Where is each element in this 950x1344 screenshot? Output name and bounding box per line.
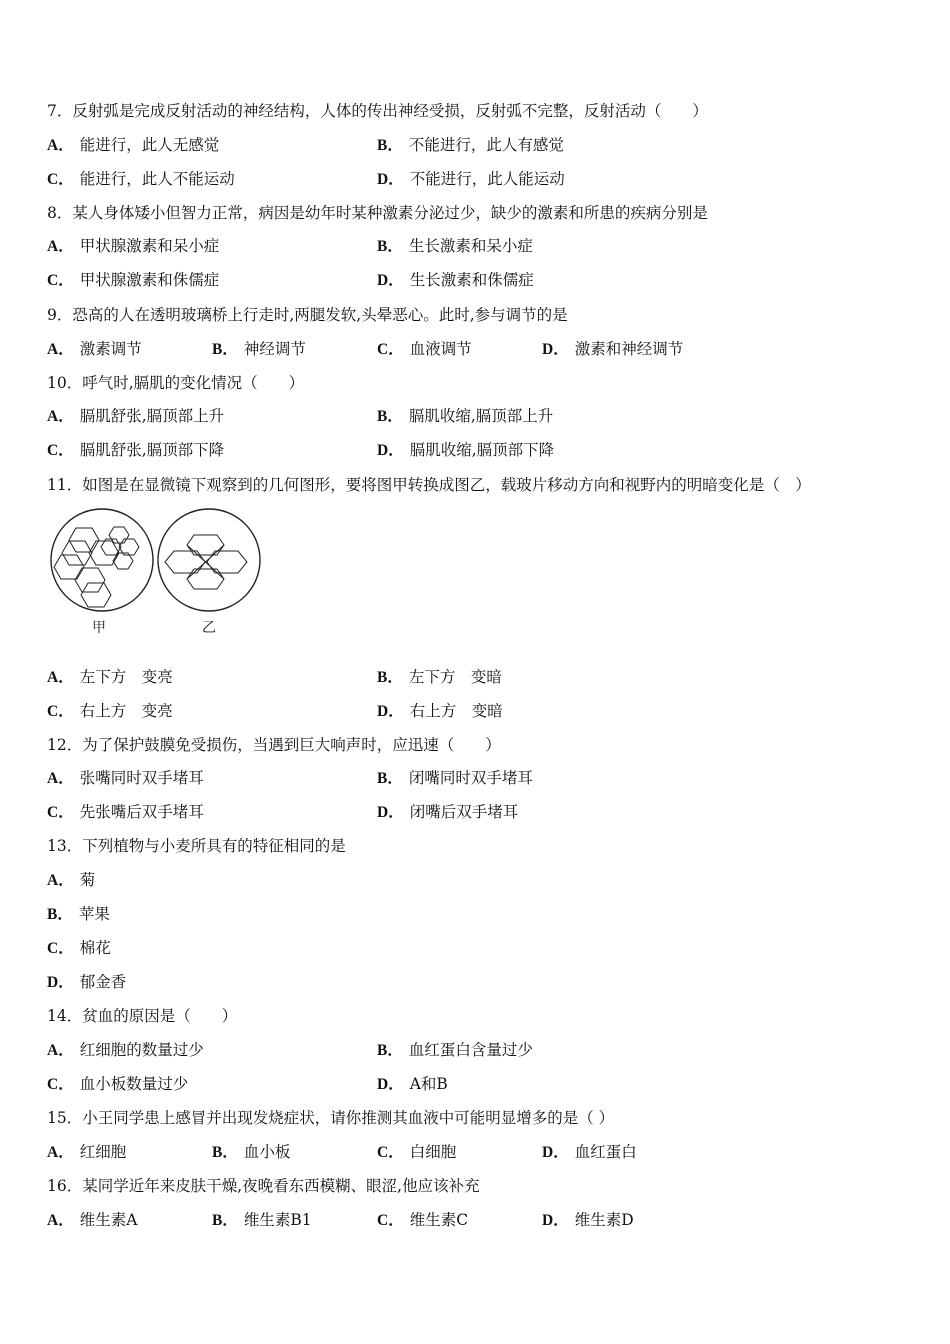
question-16-option-a: A． 维生素A — [47, 1211, 138, 1229]
question-16-option-d: D． 维生素D — [542, 1211, 634, 1229]
question-15-option-c: C． 白细胞 — [377, 1143, 457, 1161]
question-7-option-c: C． 能进行，此人不能运动 — [47, 170, 235, 188]
question-9-stem: 9．恐高的人在透明玻璃桥上行走时,两腿发软,头晕恶心。此时,参与调节的是 — [47, 306, 568, 324]
question-8-option-a: A． 甲状腺激素和呆小症 — [47, 237, 220, 255]
question-14-option-a: A． 红细胞的数量过少 — [47, 1041, 204, 1059]
question-8-option-c: C． 甲状腺激素和侏儒症 — [47, 271, 220, 289]
question-10-option-a: A． 膈肌舒张,膈顶部上升 — [47, 407, 225, 425]
question-11-option-a: A． 左下方 变亮 — [47, 668, 173, 686]
figure-label-jia: 甲 — [92, 620, 106, 636]
question-7-option-b: B． 不能进行，此人有感觉 — [377, 136, 564, 154]
hexagon-cluster-left — [54, 527, 139, 607]
question-8-stem: 8．某人身体矮小但智力正常，病因是幼年时某种激素分泌过少，缺少的激素和所患的疾病分别是 — [47, 204, 708, 222]
question-14-option-b: B． 血红蛋白含量过少 — [377, 1041, 533, 1059]
question-7-stem: 7．反射弧是完成反射活动的神经结构，人体的传出神经受损，反射弧不完整，反射活动（ ） — [47, 102, 708, 120]
question-16-stem: 16．某同学近年来皮肤干燥,夜晚看东西模糊、眼涩,他应该补充 — [47, 1177, 480, 1195]
question-13-option-d: D． 郁金香 — [47, 973, 127, 991]
question-11-option-d: D． 右上方 变暗 — [377, 702, 503, 720]
question-15-option-b: B． 血小板 — [212, 1143, 291, 1161]
question-11-option-b: B． 左下方 变暗 — [377, 668, 502, 686]
question-8-option-d: D． 生长激素和侏儒症 — [377, 271, 534, 289]
question-7-option-d: D． 不能进行，此人能运动 — [377, 170, 565, 188]
question-10-option-d: D． 膈肌收缩,膈顶部下降 — [377, 441, 555, 459]
question-9-option-a: A． 激素调节 — [47, 340, 142, 358]
figure-label-yi: 乙 — [202, 620, 216, 636]
question-13-option-b: B． 苹果 — [47, 905, 110, 923]
question-13-option-c: C． 棉花 — [47, 939, 111, 957]
question-12-option-c: C． 先张嘴后双手堵耳 — [47, 803, 204, 821]
microscope-field-diagram — [47, 505, 267, 640]
question-9-option-c: C． 血液调节 — [377, 340, 472, 358]
question-12-stem: 12．为了保护鼓膜免受损伤，当遇到巨大响声时，应迅速（ ） — [47, 736, 501, 754]
question-11-option-c: C． 右上方 变亮 — [47, 702, 173, 720]
question-14-stem: 14．贫血的原因是（ ） — [47, 1007, 238, 1025]
question-15-option-a: A． 红细胞 — [47, 1143, 127, 1161]
question-12-option-d: D． 闭嘴后双手堵耳 — [377, 803, 519, 821]
question-15-option-d: D． 血红蛋白 — [542, 1143, 637, 1161]
question-12-option-b: B． 闭嘴同时双手堵耳 — [377, 769, 533, 787]
question-7-option-a: A． 能进行，此人无感觉 — [47, 136, 220, 154]
question-10-stem: 10．呼气时,膈肌的变化情况（ ） — [47, 374, 305, 392]
question-10-option-b: B． 膈肌收缩,膈顶部上升 — [377, 407, 554, 425]
question-14-option-c: C． 血小板数量过少 — [47, 1075, 189, 1093]
question-13-stem: 13．下列植物与小麦所具有的特征相同的是 — [47, 837, 346, 855]
question-9-option-b: B． 神经调节 — [212, 340, 306, 358]
question-14-option-d: D． A和B — [377, 1075, 448, 1093]
question-12-option-a: A． 张嘴同时双手堵耳 — [47, 769, 204, 787]
microscope-figure — [47, 505, 267, 640]
question-15-stem: 15．小王同学患上感冒并出现发烧症状，请你推测其血液中可能明显增多的是（ ） — [47, 1109, 615, 1127]
question-10-option-c: C． 膈肌舒张,膈顶部下降 — [47, 441, 225, 459]
hexagon-cluster-right — [165, 535, 247, 589]
question-16-option-c: C． 维生素C — [377, 1211, 469, 1229]
question-11-stem: 11．如图是在显微镜下观察到的几何图形，要将图甲转换成图乙，载玻片移动方向和视野内的明暗变化是（ ） — [47, 476, 811, 494]
question-13-option-a: A． 菊 — [47, 871, 96, 889]
question-16-option-b: B． 维生素B1 — [212, 1211, 312, 1229]
question-9-option-d: D． 激素和神经调节 — [542, 340, 684, 358]
question-8-option-b: B． 生长激素和呆小症 — [377, 237, 533, 255]
